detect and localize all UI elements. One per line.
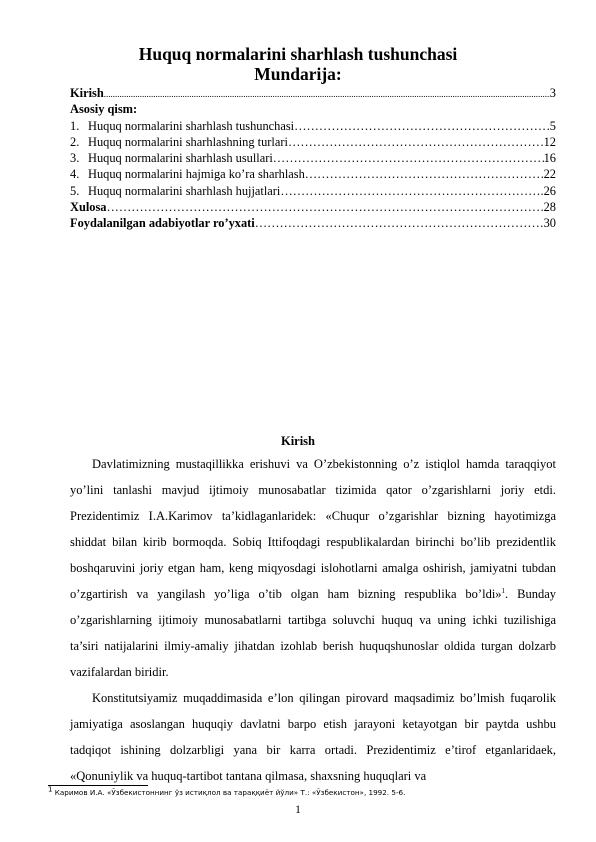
toc-page-number: 3 [549,86,556,100]
toc-entry-label: 4. Huquq normalarini hajmiga ko’ra sharhlash [70,167,305,182]
toc-leader-dots [288,134,541,150]
footnote-marker: 1 [48,785,53,794]
toc-entry[interactable] [70,134,556,150]
toc-entry-intro[interactable] [70,85,556,101]
toc-entry-conclusion[interactable] [70,199,556,215]
toc-entry-label: 1. Huquq normalarini sharhlash tushunchasi [70,118,295,133]
section-heading: Kirish [280,434,316,448]
body-text [70,451,556,789]
toc-entry-label: 5. Huquq normalarini sharhlash hujjatlari [70,183,281,198]
toc-page-number: 30 [543,216,556,231]
toc-entry-label: Xulosa [70,200,107,215]
toc-leader-dots [280,183,540,199]
toc-entry-references[interactable] [70,215,556,231]
toc-leader-dots [107,199,544,215]
toc-entry[interactable] [70,150,556,166]
toc-page-number: .26 [540,183,556,198]
footnote-reference[interactable]: 1 [501,586,506,595]
toc-main-heading [70,101,556,117]
paragraph: Davlatimizning mustaqillikka erishuvi va O’zbekistonning o’z istiqlol hamda taraqqiyot yo’lini tanlashi mavjud ijtimoiy munosabatlar tizimida qator o’zgarishlarni joriy etdi. Prezidentimiz I.A.Karimov ta’kidlaganlaridek: «Chuqur o’zgarishlar bizning hayotimizga shiddat bilan kirib bormoqda. Sobiq Ittifoqdagi respublikalardan birinchi bo’lib prezidentlik boshqaruvini joriy etgan ham, keng miqyosdagi islohotlarni amalga oshirish, jamiyatni tubdan o’zgartirish va yangilash yo’liga o’tib olgan ham bizning respublika bo’ldi»$^1$. Bunday o’zgarishlarning ijtimoiy munosabatlarni tartibga soluvchi huquq va uning ichki tuzilishiga ta’siri natijalarini ilmiy-amaliy jihatdan izohlab berish huquqshunoslar oldida turgan dolzarb vazifalardan biridir. [70,457,556,679]
toc-page-number: .12 [540,134,556,149]
table-of-contents [70,85,556,232]
toc-leader-dots [273,150,544,166]
footnote-text: Каримов И.А. «Ўзбекистоннинг ўз истиқлол ва тараққиёт йўли» Т.: «Ўзбекистон», 1992. 5-6. [52,788,406,797]
toc-entry[interactable] [70,183,556,199]
toc-entry-label: Foydalanilgan adabiyotlar ro’yxati [70,216,255,231]
toc-page-number: 16 [543,151,556,166]
toc-leader-dots [305,166,544,182]
toc-title: Mundarija: [254,64,342,84]
toc-leader-dots [294,118,547,134]
toc-page-number: 22 [543,167,556,182]
paragraph: Konstitutsiyamiz muqaddimasida e’lon qilingan pirovard maqsadimiz bo’lmish fuqarolik jamiyatiga asoslangan huquqiy davlatni barpo etish jarayoni ketayotgan bir paytda ushbu tadqiqot ishining dolzarbligi yana bir karra ortadi. Prezidentimiz e’tirof etganlaridaek, «Qonuniylik va huquq-tartibot tantana qilmasa, shaxsning huquqlari va [70,691,556,783]
toc-heading-label: Asosiy qism: [70,102,138,117]
toc-page-number: .5 [546,118,556,133]
toc-entry[interactable] [70,118,556,134]
document-title: Huquq normalarini sharhlash tushunchasi [138,44,458,64]
page-number: 1 [295,804,301,816]
footnote-divider [48,785,148,786]
toc-entry-label: 3. Huquq normalarini sharhlash usullari [70,151,273,166]
toc-entry-label: Kirish [70,86,104,100]
toc-leader-dots [104,85,550,101]
toc-leader-dots [255,215,544,231]
toc-entry-label: 2. Huquq normalarini sharhlashning turlari [70,134,288,149]
toc-entry[interactable] [70,166,556,182]
footnote [48,785,568,797]
toc-page-number: 28 [543,200,556,215]
